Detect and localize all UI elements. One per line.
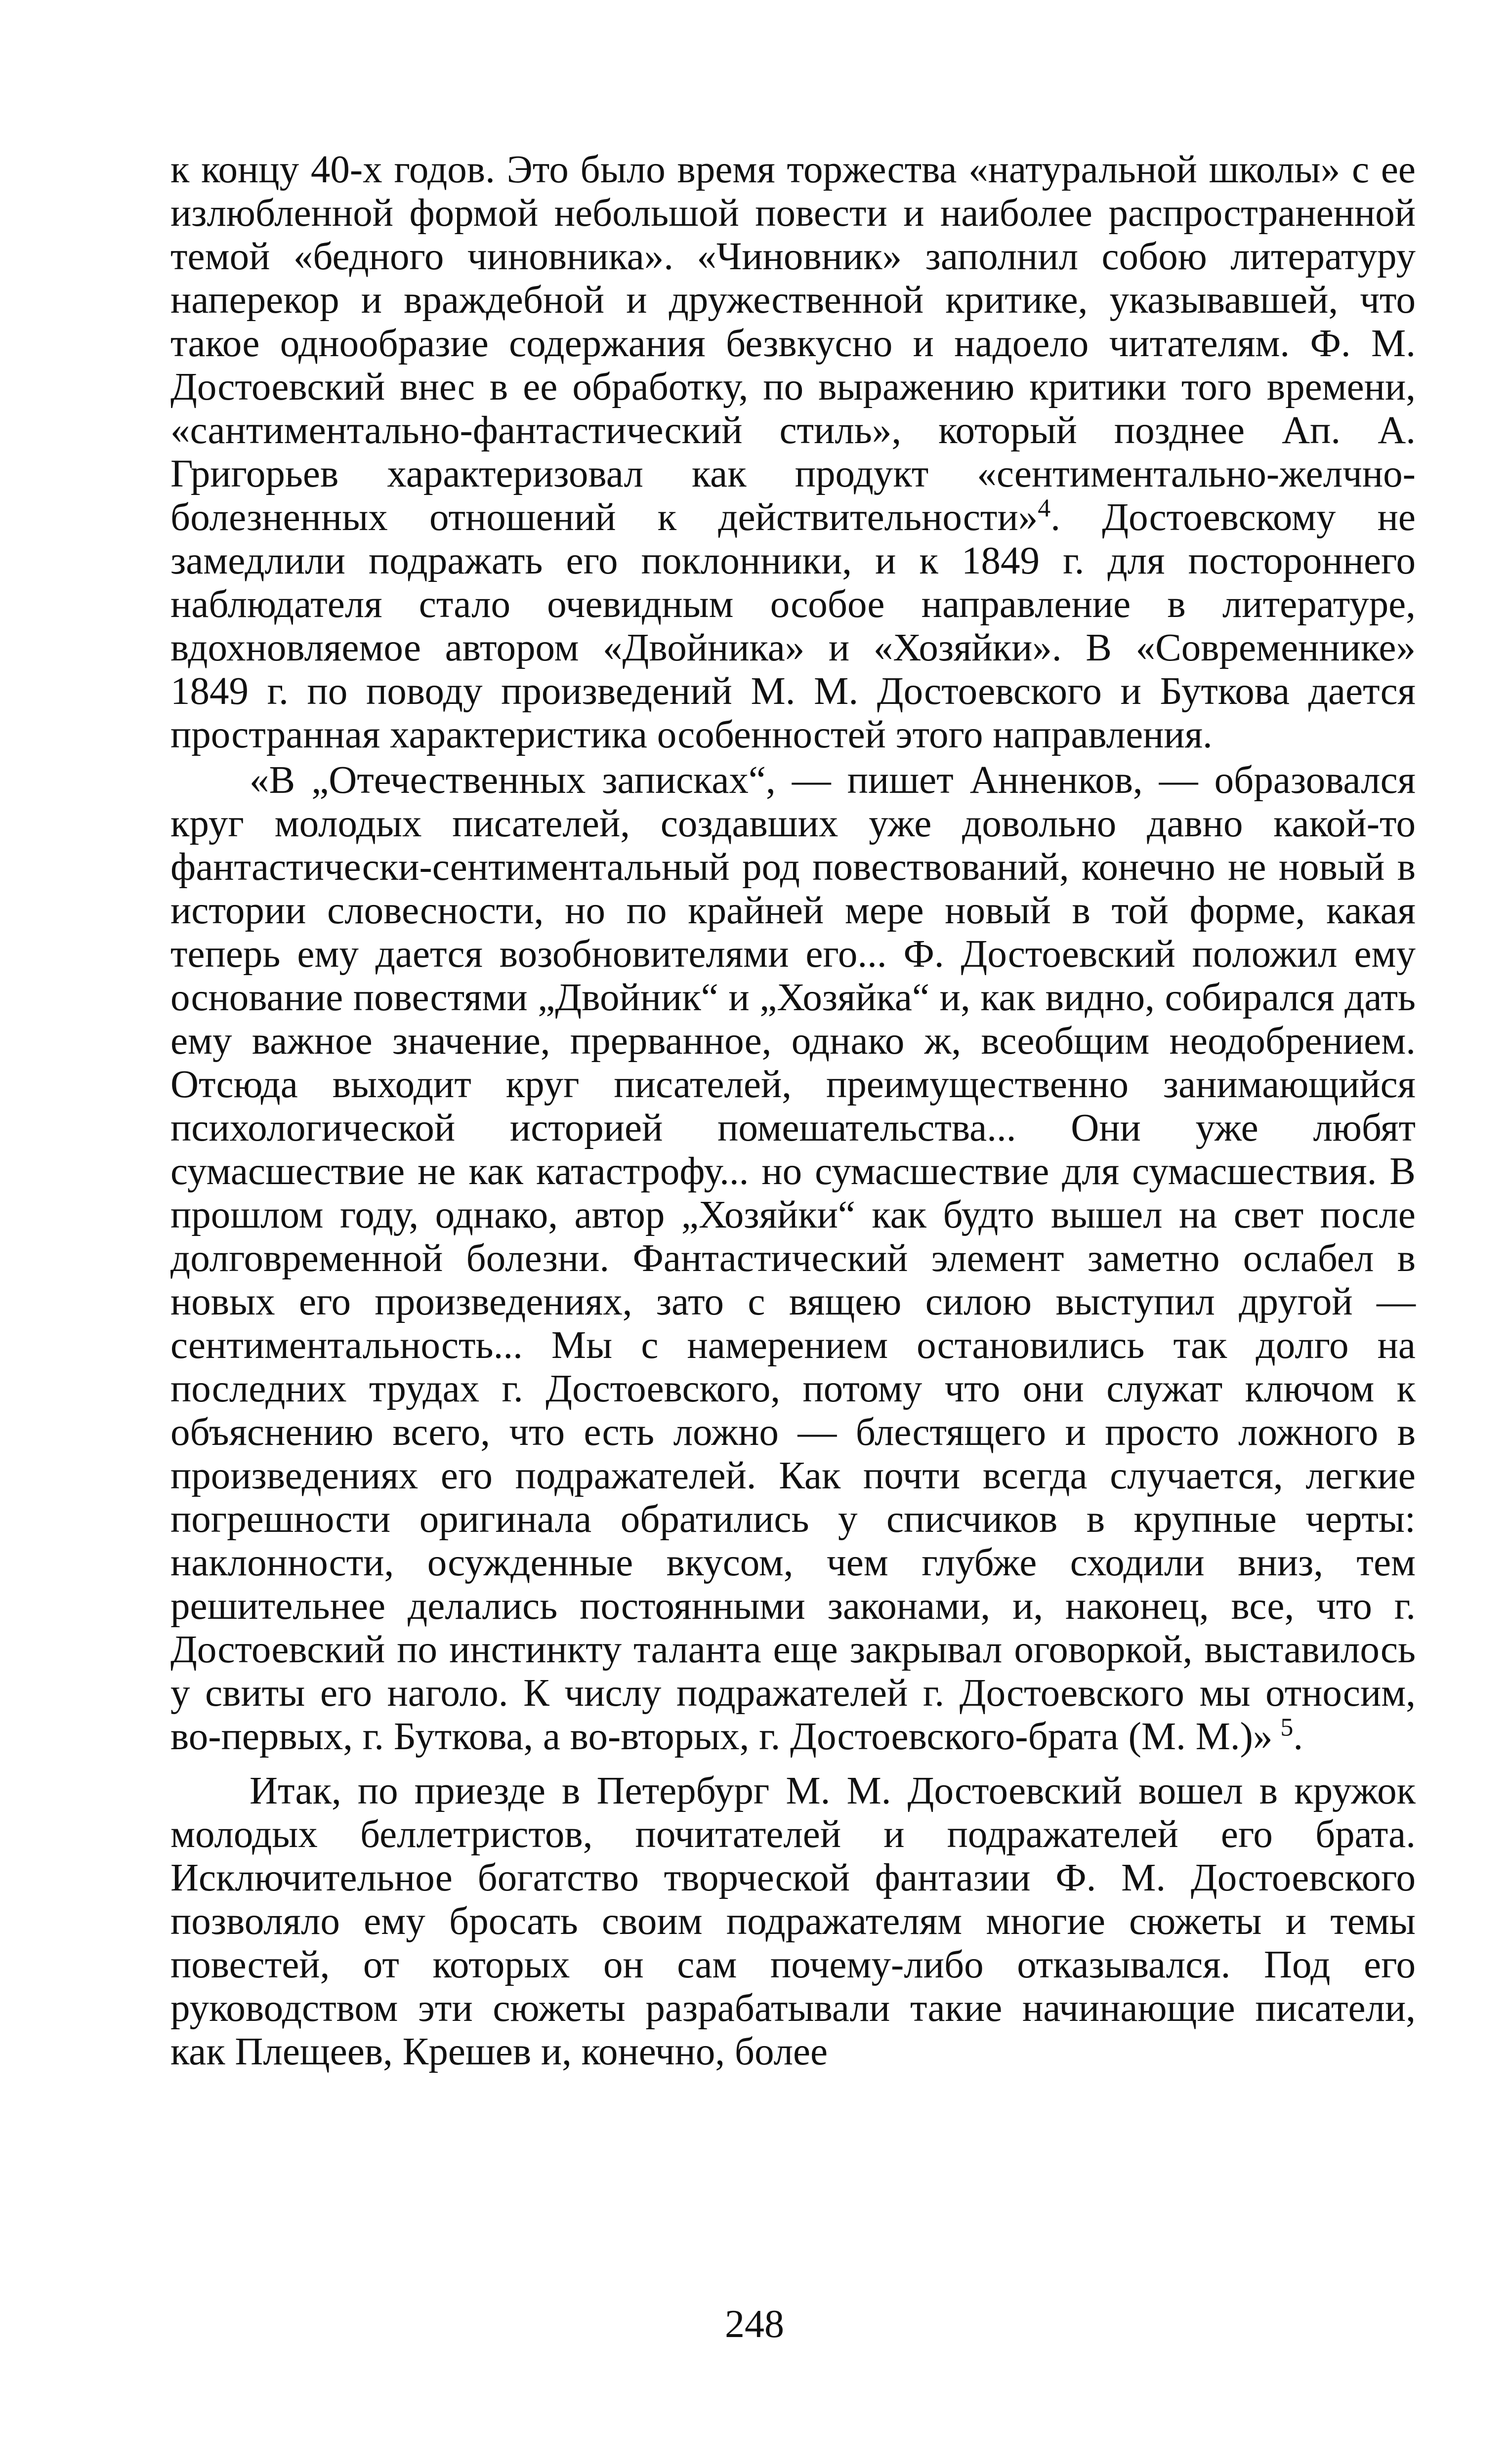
body-text — [170, 148, 1416, 2074]
paragraph-3-text: Итак, по приезде в Петербург М. М. Достоевский вошел в кружок молодых беллетристов, почитателей и подражателей его брата. Исключительное богатство творческой фантазии Ф. М. Достоевского позволяло ему бросать своим подражателям многие сюжеты и темы повестей, от которых он сам почему-либо отказывался. Под его руководством эти сюжеты разрабатывали такие начинающие писатели, как Плещеев, Крешев и, конечно, более — [170, 1769, 1416, 2073]
paragraph-1-text: к концу 40-х годов. Это было время торжества «натуральной школы» с ее излюбленной формой небольшой повести и наиболее распространенной темой «бедного чиновника». «Чиновник» заполнил собою литературу наперекор и враждебной и дружественной критике, указывавшей, что такое однообразие содержания безвкусно и надоело читателям. Ф. М. Достоевский внес в ее обработку, по выражению критики того времени, «сантиментально-фантастический стиль», который позднее Ап. А. Григорьев характеризовал как продукт «сентиментально-желчно-болезненных отношений к действительности» — [170, 148, 1416, 539]
footnote-marker-4: 4 — [1038, 494, 1051, 523]
paragraph-2-text-cont: . — [1293, 1715, 1303, 1758]
paragraph-2-quote — [170, 759, 1416, 1759]
footnote-marker-5: 5 — [1280, 1713, 1294, 1742]
paragraph-1-text-cont: . Достоевскому не замедлили подражать его поклонники, и к 1849 г. для постороннего наблюдателя стало очевидным особое направление в литературе, вдохновляемое автором «Двойника» и «Хозяйки». В «Современнике» 1849 г. по поводу произведений М. М. Достоевского и Буткова дается пространная характеристика особенностей этого направления. — [170, 496, 1416, 756]
paragraph-1 — [170, 148, 1416, 757]
paragraph-2-text: «В „Отечественных записках“, — пишет Анненков, — образовался круг молодых писателей, создавших уже довольно давно какой-то фантастически-сентиментальный род повествований, конечно не новый в истории словесности, но по крайней мере новый в той форме, какая теперь ему дается возобновителями его... Ф. Достоевский положил ему основание повестями „Двойник“ и „Хозяйка“ и, как видно, собирался дать ему важное значение, прерванное, однако ж, всеобщим неодобрением. Отсюда выходит круг писателей, преимущественно занимающийся психологической историей помешательства... Они уже любят сумасшествие не как катастрофу... но сумасшествие для сумасшествия. В прошлом году, однако, автор „Хозяйки“ как будто вышел на свет после долговременной болезни. Фантастический элемент заметно ослабел в новых его произведениях, зато с вящею силою выступил другой — сентиментальность... Мы с намерением остановились так долго на последних трудах г. Достоевского, потому что они служат ключом к объяснению всего, что есть ложно — блестящего и просто ложного в произведениях его подражателей. Как почти всегда случается, легкие погрешности оригинала обратились у списчиков в крупные черты: наклонности, осужденные вкусом, чем глубже сходили вниз, тем решительнее делались постоянными законами, и, наконец, все, что г. Достоевский по инстинкту таланта еще закрывал оговоркой, выставилось у свиты его наголо. К числу подражателей г. Достоевского мы относим, во-первых, г. Буткова, а во-вторых, г. Достоевского-брата (М. М.)» — [170, 759, 1416, 1758]
paragraph-3 — [170, 1769, 1416, 2074]
page-number: 248 — [725, 2302, 784, 2346]
